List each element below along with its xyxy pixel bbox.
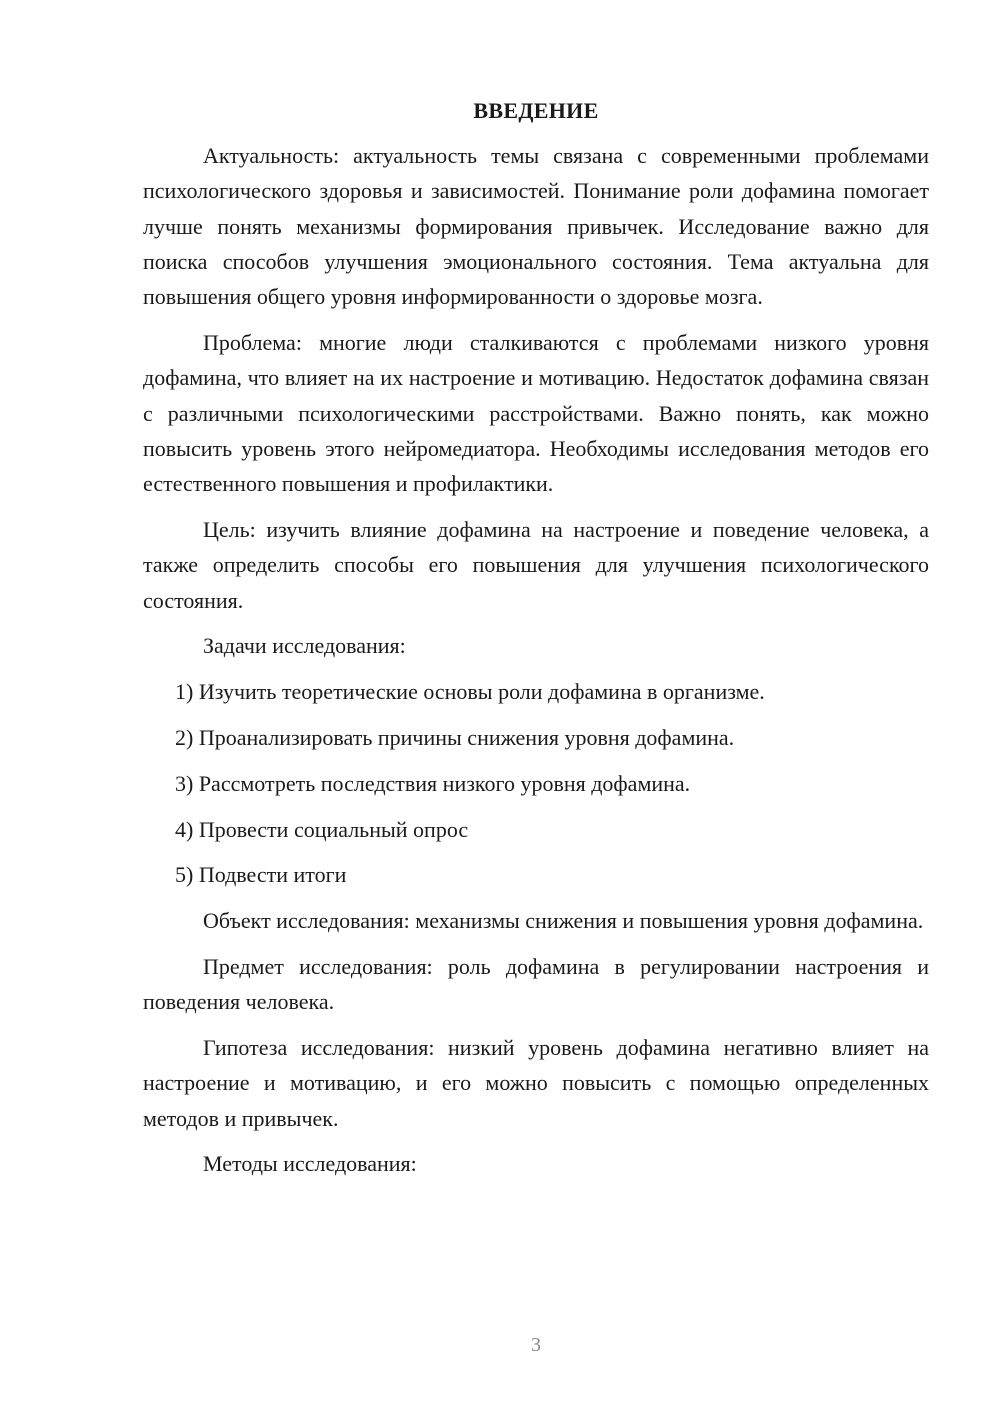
task-item-5: 5) Подвести итоги bbox=[175, 862, 347, 888]
tasks-title: Задачи исследования: bbox=[203, 633, 406, 659]
task-item-1: 1) Изучить теоретические основы роли дофамина в организме. bbox=[175, 679, 765, 705]
paragraph-relevance: Актуальность: актуальность темы связана с современными проблемами психологического здоровья и зависимостей. Понимание роли дофамина помогает лучше понять механизмы формирования привычек. Исследование важно для поиска способов улучшения эмоционального состояния. Тема актуальна для повышения общего уровня информированности о здоровье мозга. bbox=[143, 143, 929, 310]
methods-title: Методы исследования: bbox=[203, 1151, 417, 1177]
paragraph-subject: Предмет исследования: роль дофамина в регулировании настроения и поведения человека. bbox=[143, 953, 929, 1015]
paragraph-object: Объект исследования: механизмы снижения и повышения уровня дофамина. bbox=[203, 908, 924, 934]
page-number: 3 bbox=[531, 1334, 541, 1356]
task-item-3: 3) Рассмотреть последствия низкого уровня дофамина. bbox=[175, 770, 691, 796]
task-item-2: 2) Проанализировать причины снижения уровня дофамина. bbox=[175, 724, 735, 750]
paragraph-problem: Проблема: многие люди сталкиваются с проблемами низкого уровня дофамина, что влияет на их настроение и мотивацию. Недостаток дофамина связан с различными психологическими расстройствами. Важно понять, как можно повысить уровень этого нейромедиатора. Необходимы исследования методов его естественного повышения и профилактики. bbox=[143, 329, 929, 497]
page-content bbox=[143, 93, 929, 1192]
paragraph-goal: Цель: изучить влияние дофамина на настроение и поведение человека, а также определить способы его повышения для улучшения психологического состояния. bbox=[143, 516, 929, 613]
paragraph-hypothesis: Гипотеза исследования: низкий уровень дофамина негативно влияет на настроение и мотивацию, и его можно повысить с помощью определенных методов и привычек. bbox=[143, 1035, 929, 1131]
section-heading: ВВЕДЕНИЕ bbox=[473, 98, 599, 123]
task-item-4: 4) Провести социальный опрос bbox=[175, 816, 469, 842]
